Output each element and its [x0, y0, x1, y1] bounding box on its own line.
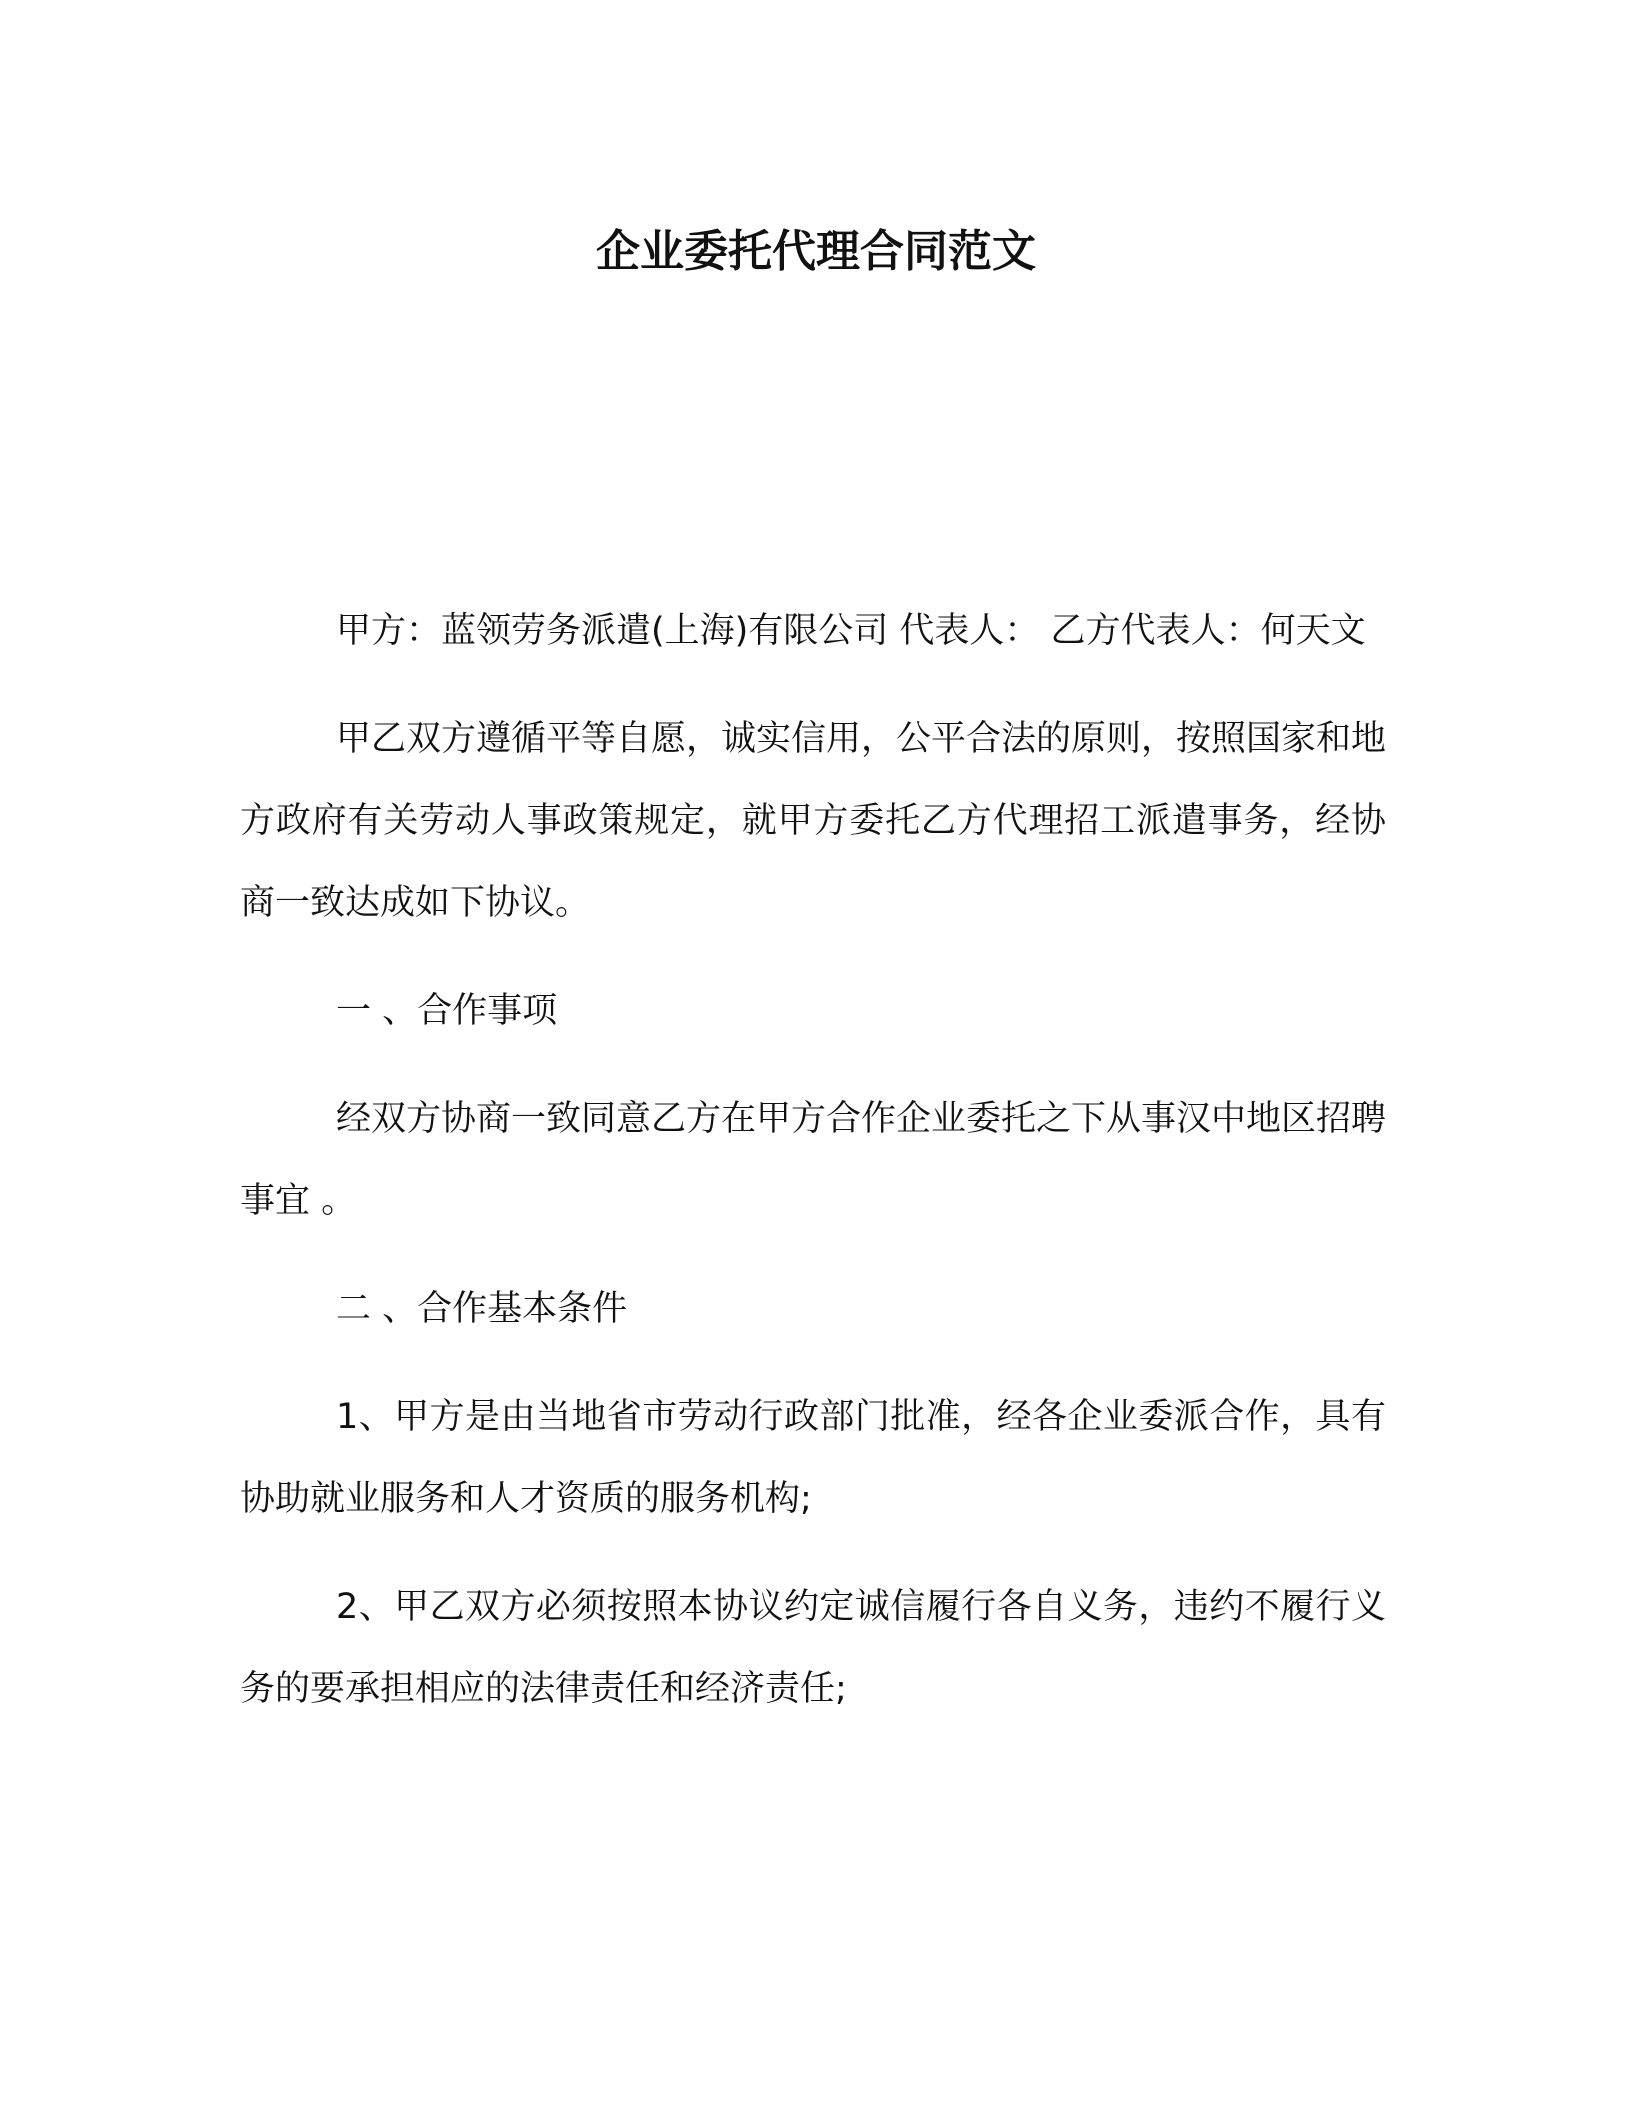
condition-item-1: 1、甲方是由当地省市劳动行政部门批准，经各企业委派合作，具有协助就业服务和人才资质的服务机构;	[240, 1397, 1386, 1519]
section-heading-cooperation-matters: 一 、合作事项	[336, 991, 558, 1031]
preamble-paragraph: 甲乙双方遵循平等自愿，诚实信用，公平合法的原则，按照国家和地方政府有关劳动人事政策规定，就甲方委托乙方代理招工派遣事务，经协商一致达成如下协议。	[240, 719, 1387, 923]
cooperation-matters-paragraph: 经双方协商一致同意乙方在甲方合作企业委托之下从事汉中地区招聘事宜 。	[240, 1099, 1387, 1221]
document-title: 企业委托代理合同范文	[596, 226, 1036, 277]
party-info-paragraph: 甲方：蓝领劳务派遣(上海)有限公司 代表人： 乙方代表人：何天文	[336, 611, 1366, 651]
condition-item-2: 2、甲乙双方必须按照本协议约定诚信履行各自义务，违约不履行义务的要承担相应的法律责任和经济责任;	[240, 1587, 1386, 1709]
document-body	[240, 590, 1386, 1756]
section-heading-basic-conditions: 二 、合作基本条件	[336, 1289, 628, 1329]
